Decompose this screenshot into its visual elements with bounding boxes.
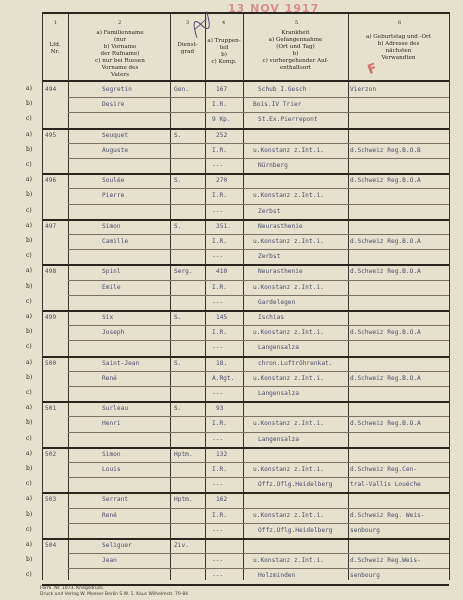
column-divider bbox=[449, 12, 450, 580]
unit-number: 145 bbox=[216, 314, 228, 321]
first-name: Louis bbox=[102, 466, 121, 473]
capture-info: u.Konstanz z.Int.i. bbox=[253, 329, 324, 337]
row-label: b) bbox=[26, 100, 33, 108]
previous-location: Offz.Oflg.Heidelberg bbox=[258, 481, 333, 489]
rank: S. bbox=[174, 222, 182, 230]
row-label: c) bbox=[26, 252, 32, 260]
header-text: c) vorhergehender Auf- bbox=[262, 58, 329, 64]
family-name: Serrant bbox=[102, 496, 129, 504]
header-text: b) Adresse des bbox=[377, 41, 420, 47]
capture-info: u.Konstanz z.Int.i. bbox=[253, 283, 324, 291]
sub-row-divider bbox=[68, 295, 449, 296]
footer-line-1: Form. Nr. 1073. Kriegsdruck. bbox=[40, 586, 105, 591]
row-label: a) bbox=[26, 313, 32, 320]
entry-number: 499 bbox=[45, 314, 57, 321]
previous-location: Zerbst bbox=[258, 207, 281, 215]
family-name: Seliguer bbox=[102, 542, 132, 549]
column-number: 3 bbox=[186, 20, 190, 26]
entry-separator bbox=[42, 447, 449, 449]
row-label: c) bbox=[26, 571, 32, 579]
company: --- bbox=[212, 162, 224, 169]
entry-number: 504 bbox=[45, 542, 57, 549]
row-label: a) bbox=[26, 85, 32, 92]
column-number: 5 bbox=[295, 20, 299, 26]
sub-row-divider bbox=[68, 325, 449, 326]
sub-row-divider bbox=[68, 462, 449, 463]
unit-number: 162 bbox=[216, 496, 228, 504]
sub-row-divider bbox=[68, 553, 449, 554]
sub-row-divider bbox=[68, 371, 449, 372]
unit-number: 93 bbox=[216, 405, 224, 413]
previous-location: Zerbst bbox=[258, 253, 281, 261]
sub-row-divider bbox=[68, 568, 449, 569]
relative-address: d.Schweiz Reg.B.O.A bbox=[350, 374, 421, 382]
relative-address: d.Schweiz Reg.B.O.A bbox=[350, 329, 421, 337]
unit-type: I.R. bbox=[212, 192, 227, 200]
entry-number: 501 bbox=[45, 405, 57, 413]
unit-type: I.R. bbox=[212, 101, 227, 109]
entry-separator bbox=[42, 401, 449, 403]
row-label: c) bbox=[26, 297, 32, 305]
entry-separator bbox=[42, 219, 449, 221]
header-text: der Rufname) bbox=[100, 51, 140, 57]
entry-separator bbox=[42, 310, 449, 312]
row-label: a) bbox=[26, 495, 32, 503]
sub-row-divider bbox=[68, 97, 449, 98]
company: --- bbox=[212, 390, 224, 397]
first-name: Auguste bbox=[102, 146, 129, 154]
entry-separator bbox=[42, 492, 449, 494]
entry-separator bbox=[42, 538, 449, 540]
entry-separator bbox=[42, 264, 449, 266]
sub-row-divider bbox=[68, 234, 449, 235]
rank: S. bbox=[174, 359, 182, 367]
entry-number: 503 bbox=[45, 496, 57, 504]
company: --- bbox=[212, 435, 224, 443]
company: --- bbox=[212, 572, 224, 580]
entry-number: 496 bbox=[45, 177, 57, 185]
row-label: b) bbox=[26, 465, 33, 472]
relative-address: d.Schweiz Reg.B.O.A bbox=[350, 420, 421, 428]
header-text: Verwandten bbox=[381, 55, 416, 61]
footer-line-2: Druck und Verlag W. Moeser Berlin S.W. 1, Kaus Wilhelmstr. 70-84 bbox=[40, 592, 189, 597]
diagnosis: Neurasthenie bbox=[258, 268, 303, 276]
unit-type: I.R. bbox=[212, 238, 227, 245]
sub-row-divider bbox=[68, 188, 449, 189]
column-number: 1 bbox=[54, 20, 58, 26]
family-name: Soulée bbox=[102, 177, 125, 185]
unit-number: 410 bbox=[216, 268, 228, 276]
row-label: c) bbox=[26, 434, 32, 442]
relative-address: d.Schweiz Reg.Cen- bbox=[350, 466, 418, 473]
relative-address-continued: senbourg bbox=[350, 572, 380, 580]
row-label: b) bbox=[26, 510, 33, 518]
column-divider bbox=[42, 12, 43, 580]
previous-location: Langensalza bbox=[258, 435, 299, 443]
unit-type: I.R. bbox=[212, 466, 227, 473]
sub-row-divider bbox=[68, 280, 449, 281]
rank: S. bbox=[174, 405, 182, 413]
capture-info: u.Konstanz z.Int.i. bbox=[253, 466, 324, 473]
capture-info: u.Konstanz z.Int.i. bbox=[253, 192, 324, 200]
company: --- bbox=[212, 298, 224, 306]
header-text: Vorname des bbox=[101, 65, 139, 71]
date-stamp: 13 NOV 1917 bbox=[228, 2, 320, 15]
family-name: Simon bbox=[102, 222, 121, 230]
first-name: Henri bbox=[102, 420, 121, 428]
first-name: Emile bbox=[102, 283, 121, 291]
family-name: Six bbox=[102, 314, 114, 321]
company: --- bbox=[212, 253, 224, 261]
company: --- bbox=[212, 344, 224, 352]
rank: S. bbox=[174, 314, 182, 321]
sub-row-divider bbox=[68, 112, 449, 113]
unit-type: I.R. bbox=[212, 146, 227, 154]
entry-number: 498 bbox=[45, 268, 57, 276]
previous-location: Langensalza bbox=[258, 344, 299, 352]
header-text: Lfd. bbox=[49, 42, 61, 48]
diagnosis: Neurasthenie bbox=[258, 222, 303, 230]
entry-number: 502 bbox=[45, 450, 57, 458]
capture-info: Bois.IV Trier bbox=[253, 101, 302, 109]
entry-number: 500 bbox=[45, 359, 57, 367]
sub-row-divider bbox=[68, 143, 449, 144]
entry-separator bbox=[42, 128, 449, 130]
header-text: c) nur bei Russen bbox=[95, 58, 145, 64]
row-label: a) bbox=[26, 541, 32, 548]
relative-address: d.Schweiz Reg.Weis- bbox=[350, 557, 421, 565]
diagnosis: Ischias bbox=[258, 314, 285, 321]
rank: Serg. bbox=[174, 268, 193, 276]
rank: S. bbox=[174, 177, 182, 185]
family-name: Saint-Jean bbox=[102, 359, 140, 367]
row-label: a) bbox=[26, 358, 32, 366]
header-text: nächsten bbox=[385, 48, 412, 54]
family-name: Spinl bbox=[102, 268, 121, 276]
diagnosis: chron.Luftröhrenkat. bbox=[258, 359, 333, 367]
rank: Ziv. bbox=[174, 542, 189, 549]
family-name: Simon bbox=[102, 450, 121, 458]
column-number: 4 bbox=[222, 20, 226, 26]
column-number: 2 bbox=[118, 20, 122, 26]
entry-number: 495 bbox=[45, 131, 57, 139]
row-label: b) bbox=[26, 556, 33, 564]
row-label: b) bbox=[26, 373, 33, 381]
first-name: Pierre bbox=[102, 192, 125, 200]
previous-location: Langensalza bbox=[258, 390, 299, 397]
sub-row-divider bbox=[68, 432, 449, 433]
first-name: René bbox=[102, 511, 117, 519]
company: 9 Kp. bbox=[212, 116, 231, 124]
company: --- bbox=[212, 526, 224, 534]
capture-info: u.Konstanz z.Int.i. bbox=[253, 146, 324, 154]
header-text: Nr. bbox=[50, 49, 60, 55]
row-label: c) bbox=[26, 115, 32, 123]
sub-row-divider bbox=[68, 158, 449, 159]
relative-address: d.Schweiz Reg.B.O.A bbox=[350, 238, 421, 245]
header-text: a) Geburtstag und -Ort bbox=[366, 34, 431, 40]
row-label: c) bbox=[26, 480, 32, 488]
first-name: Jean bbox=[102, 557, 117, 565]
header-text: grad bbox=[180, 49, 195, 55]
unit-number: 351. bbox=[216, 222, 231, 230]
unit-number: 270 bbox=[216, 177, 228, 185]
unit-type: I.R. bbox=[212, 511, 227, 519]
first-name: Desire bbox=[102, 101, 125, 109]
relative-address: d.Schweiz Reg. Weis- bbox=[350, 511, 425, 519]
row-label: a) bbox=[26, 221, 32, 229]
row-label: c) bbox=[26, 161, 32, 168]
sub-row-divider bbox=[68, 386, 449, 387]
entry-separator bbox=[42, 80, 449, 82]
unit-type: A.Rgt. bbox=[212, 374, 235, 382]
header-text: a) Gefangennahme bbox=[268, 37, 323, 43]
relative-address-continued: tral-Vallis Louéche bbox=[350, 481, 421, 489]
sub-row-divider bbox=[68, 416, 449, 417]
header-text: enthaltsort bbox=[279, 65, 312, 71]
family-name: Seuquet bbox=[102, 131, 129, 139]
relative-address-continued: senbourg bbox=[350, 526, 380, 534]
row-label: a) bbox=[26, 267, 32, 275]
sub-row-divider bbox=[68, 523, 449, 524]
unit-number: 132 bbox=[216, 450, 228, 458]
unit-type: I.R. bbox=[212, 283, 227, 291]
unit-number: 252 bbox=[216, 131, 228, 139]
birth-info: d.Schweiz Reg.B.O.A bbox=[350, 268, 421, 276]
row-label: b) bbox=[26, 145, 33, 153]
company: --- bbox=[212, 481, 224, 489]
sub-row-divider bbox=[68, 204, 449, 205]
header-text: Vaters bbox=[111, 72, 129, 78]
header-text: b) Vorname bbox=[103, 44, 137, 50]
header-text: a) Familienname bbox=[96, 30, 144, 36]
rank: Hptm. bbox=[174, 496, 193, 504]
diagnosis: Schub I.Gesch bbox=[258, 86, 307, 93]
capture-info: u.Konstanz z.Int.i. bbox=[253, 511, 324, 519]
header-text: (nur bbox=[113, 37, 127, 43]
capture-info: u.Konstanz z.Int.i. bbox=[253, 238, 324, 245]
header-text: b) bbox=[221, 52, 227, 58]
entry-separator bbox=[42, 173, 449, 175]
header-text: a) Truppen- bbox=[207, 38, 241, 44]
birth-info: Vierzon bbox=[350, 86, 377, 93]
previous-location: Offz.Oflg.Heidelberg bbox=[258, 526, 333, 534]
entry-separator bbox=[42, 356, 449, 358]
row-label: b) bbox=[26, 419, 33, 427]
header-text: Dienst- bbox=[177, 42, 198, 48]
rank: Hptm. bbox=[174, 450, 193, 458]
row-label: b) bbox=[26, 282, 33, 290]
header-text: c) Komp. bbox=[211, 59, 237, 65]
family-name: Surleau bbox=[102, 405, 129, 413]
unit-type: I.R. bbox=[212, 329, 227, 337]
sub-row-divider bbox=[68, 249, 449, 250]
birth-info: d.Schweiz Reg.B.O.A bbox=[350, 177, 421, 185]
unit-number: 167 bbox=[216, 86, 228, 93]
rank: S. bbox=[174, 131, 182, 139]
row-label: a) bbox=[26, 176, 32, 184]
row-label: c) bbox=[26, 525, 32, 533]
stamp-mark: F bbox=[365, 60, 380, 79]
relative-address: d.Schweiz Reg.B.O.B bbox=[350, 146, 421, 154]
row-label: c) bbox=[26, 343, 32, 351]
row-label: a) bbox=[26, 404, 32, 412]
first-name: René bbox=[102, 374, 117, 382]
company: --- bbox=[212, 207, 224, 215]
row-label: c) bbox=[26, 389, 32, 396]
sub-row-divider bbox=[68, 340, 449, 341]
row-label: b) bbox=[26, 191, 33, 199]
previous-location: Gardelegen bbox=[258, 298, 296, 306]
row-label: b) bbox=[26, 328, 33, 336]
column-number: 6 bbox=[398, 20, 402, 26]
first-name: Camille bbox=[102, 238, 129, 245]
row-label: a) bbox=[26, 130, 32, 138]
capture-info: u.Konstanz z.Int.i. bbox=[253, 374, 324, 382]
header-text: b) bbox=[292, 51, 299, 57]
previous-location: Nürnberg bbox=[258, 162, 288, 169]
unit-type: --- bbox=[212, 557, 224, 565]
family-name: Segretin bbox=[102, 86, 132, 93]
entry-number: 497 bbox=[45, 222, 57, 230]
header-text: teil bbox=[219, 45, 229, 51]
previous-location: Holzminden bbox=[258, 572, 296, 580]
row-label: b) bbox=[26, 237, 33, 244]
entry-number: 494 bbox=[45, 86, 57, 93]
row-label: a) bbox=[26, 449, 32, 457]
capture-info: u.Konstanz z.Int.i. bbox=[253, 557, 324, 565]
rank: Gen. bbox=[174, 86, 189, 93]
header-text: (Ort und Tag) bbox=[276, 44, 315, 50]
sub-row-divider bbox=[68, 508, 449, 509]
sub-row-divider bbox=[68, 477, 449, 478]
unit-number: 18. bbox=[216, 359, 228, 367]
header-text: Krankheit bbox=[281, 30, 310, 36]
first-name: Joseph bbox=[102, 329, 125, 337]
row-label: c) bbox=[26, 206, 32, 214]
capture-info: u.Konstanz z.Int.i. bbox=[253, 420, 324, 428]
previous-location: St.Ex.Pierrepont bbox=[258, 116, 318, 124]
unit-type: I.R. bbox=[212, 420, 227, 428]
